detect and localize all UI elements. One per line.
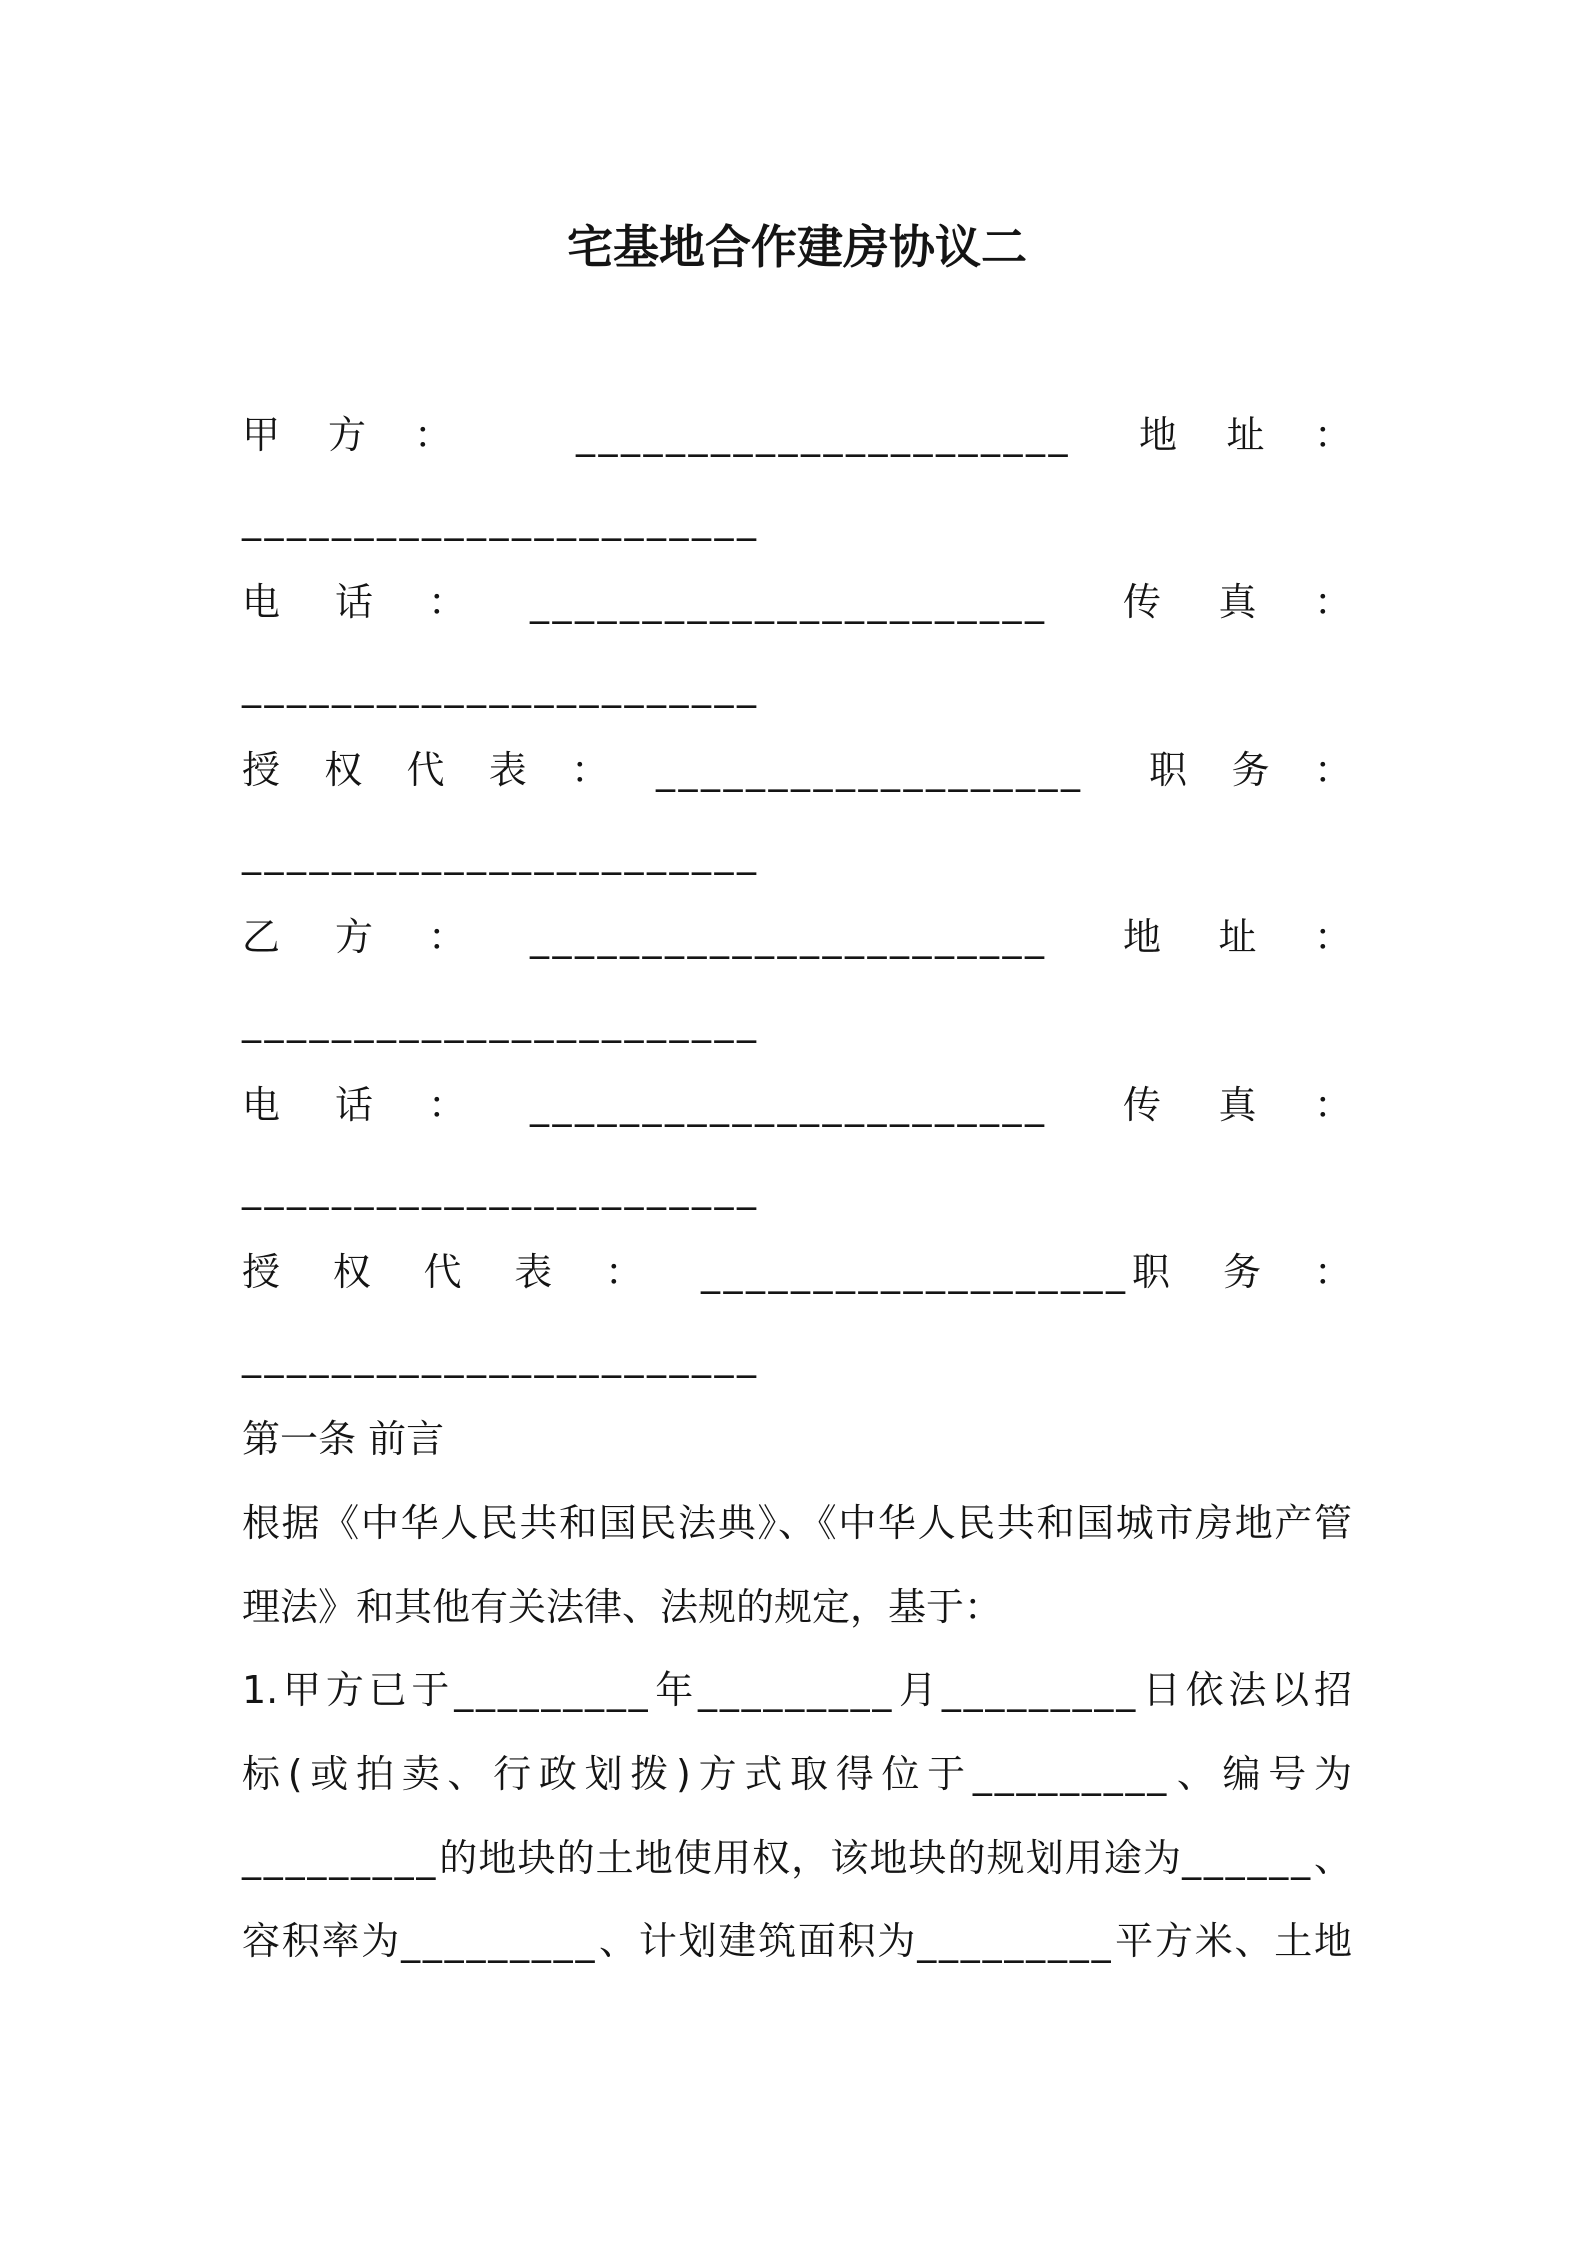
- party-a-position-row: [242, 812, 1352, 896]
- party-a-position-blank: _______________________: [242, 831, 760, 876]
- party-a-address-row: [242, 478, 1352, 562]
- fill-in-blank: _________: [698, 1668, 895, 1713]
- party-a-fax-label: 传真：: [1123, 580, 1352, 625]
- party-a-label: 甲方：: [242, 413, 452, 457]
- party-a-representative-label: 授权代表：: [242, 747, 609, 792]
- party-b-fax-blank: _______________________: [242, 1166, 760, 1211]
- party-b-phone-blank: _______________________: [530, 1082, 1048, 1127]
- fill-in-blank: ______: [1182, 1835, 1313, 1880]
- article-1-line: 容积率为_________、计划建筑面积为_________平方米、土地: [242, 1919, 1352, 1964]
- party-a-name-blank: ______________________: [576, 413, 1071, 457]
- party-b-position-row: [242, 1315, 1352, 1399]
- party-b-name-blank: _______________________: [530, 915, 1048, 960]
- party-a-name-row: [242, 394, 1352, 478]
- party-b-representative-blank: ___________________: [701, 1249, 1129, 1294]
- party-b-phone-row: [242, 1064, 1352, 1148]
- party-b-position-blank: _______________________: [242, 1333, 760, 1378]
- fill-in-blank: _________: [941, 1668, 1139, 1713]
- document-body: [242, 394, 1352, 1984]
- fill-in-blank: _________: [972, 1752, 1170, 1796]
- party-a-phone-blank: _______________________: [530, 580, 1048, 625]
- party-b-address-blank: _______________________: [242, 998, 760, 1043]
- fill-in-blank: _________: [454, 1668, 651, 1713]
- article-1-line: 理法》和其他有关法律、法规的规定，基于：: [242, 1584, 1003, 1629]
- fill-in-blank: _________: [242, 1835, 439, 1880]
- article-1-heading: 第一条 前言: [242, 1417, 445, 1462]
- party-b-address-label: 地址：: [1123, 915, 1352, 960]
- party-a-fax-blank: _______________________: [242, 664, 760, 709]
- party-b-representative-label: 授权代表：: [242, 1249, 643, 1294]
- party-b-fax-label: 传真：: [1123, 1082, 1352, 1127]
- article-1-line: 1.甲方已于_________年_________月_________日依法以招: [242, 1668, 1352, 1713]
- party-a-address-label: 地址：: [1139, 413, 1352, 457]
- fill-in-blank: _________: [401, 1919, 598, 1964]
- article-1-line: 根据《中华人民共和国民法典》、《中华人民共和国城市房地产管: [242, 1500, 1352, 1545]
- party-a-position-label: 职务：: [1149, 747, 1352, 792]
- party-a-representative-row: [242, 729, 1352, 813]
- party-a-phone-row: [242, 561, 1352, 645]
- party-a-address-blank: _______________________: [242, 496, 760, 541]
- party-a-fax-row: [242, 645, 1352, 729]
- party-a-phone-label: 电话：: [242, 580, 466, 625]
- party-b-fax-row: [242, 1147, 1352, 1231]
- article-1-line: _________的地块的土地使用权，该地块的规划用途为______、: [242, 1835, 1352, 1880]
- party-b-address-row: [242, 980, 1352, 1064]
- party-b-name-row: [242, 896, 1352, 980]
- article-1-line: 标(或拍卖、行政划拨)方式取得位于_________、编号为: [242, 1752, 1352, 1796]
- document-title: 宅基地合作建房协议二: [567, 220, 1027, 274]
- party-b-position-label: 职务：: [1132, 1249, 1352, 1294]
- party-b-representative-row: [242, 1231, 1352, 1315]
- party-a-representative-blank: ___________________: [656, 747, 1084, 792]
- fill-in-blank: _________: [917, 1919, 1114, 1964]
- party-b-phone-label: 电话：: [242, 1082, 466, 1127]
- party-b-label: 乙方：: [242, 915, 466, 960]
